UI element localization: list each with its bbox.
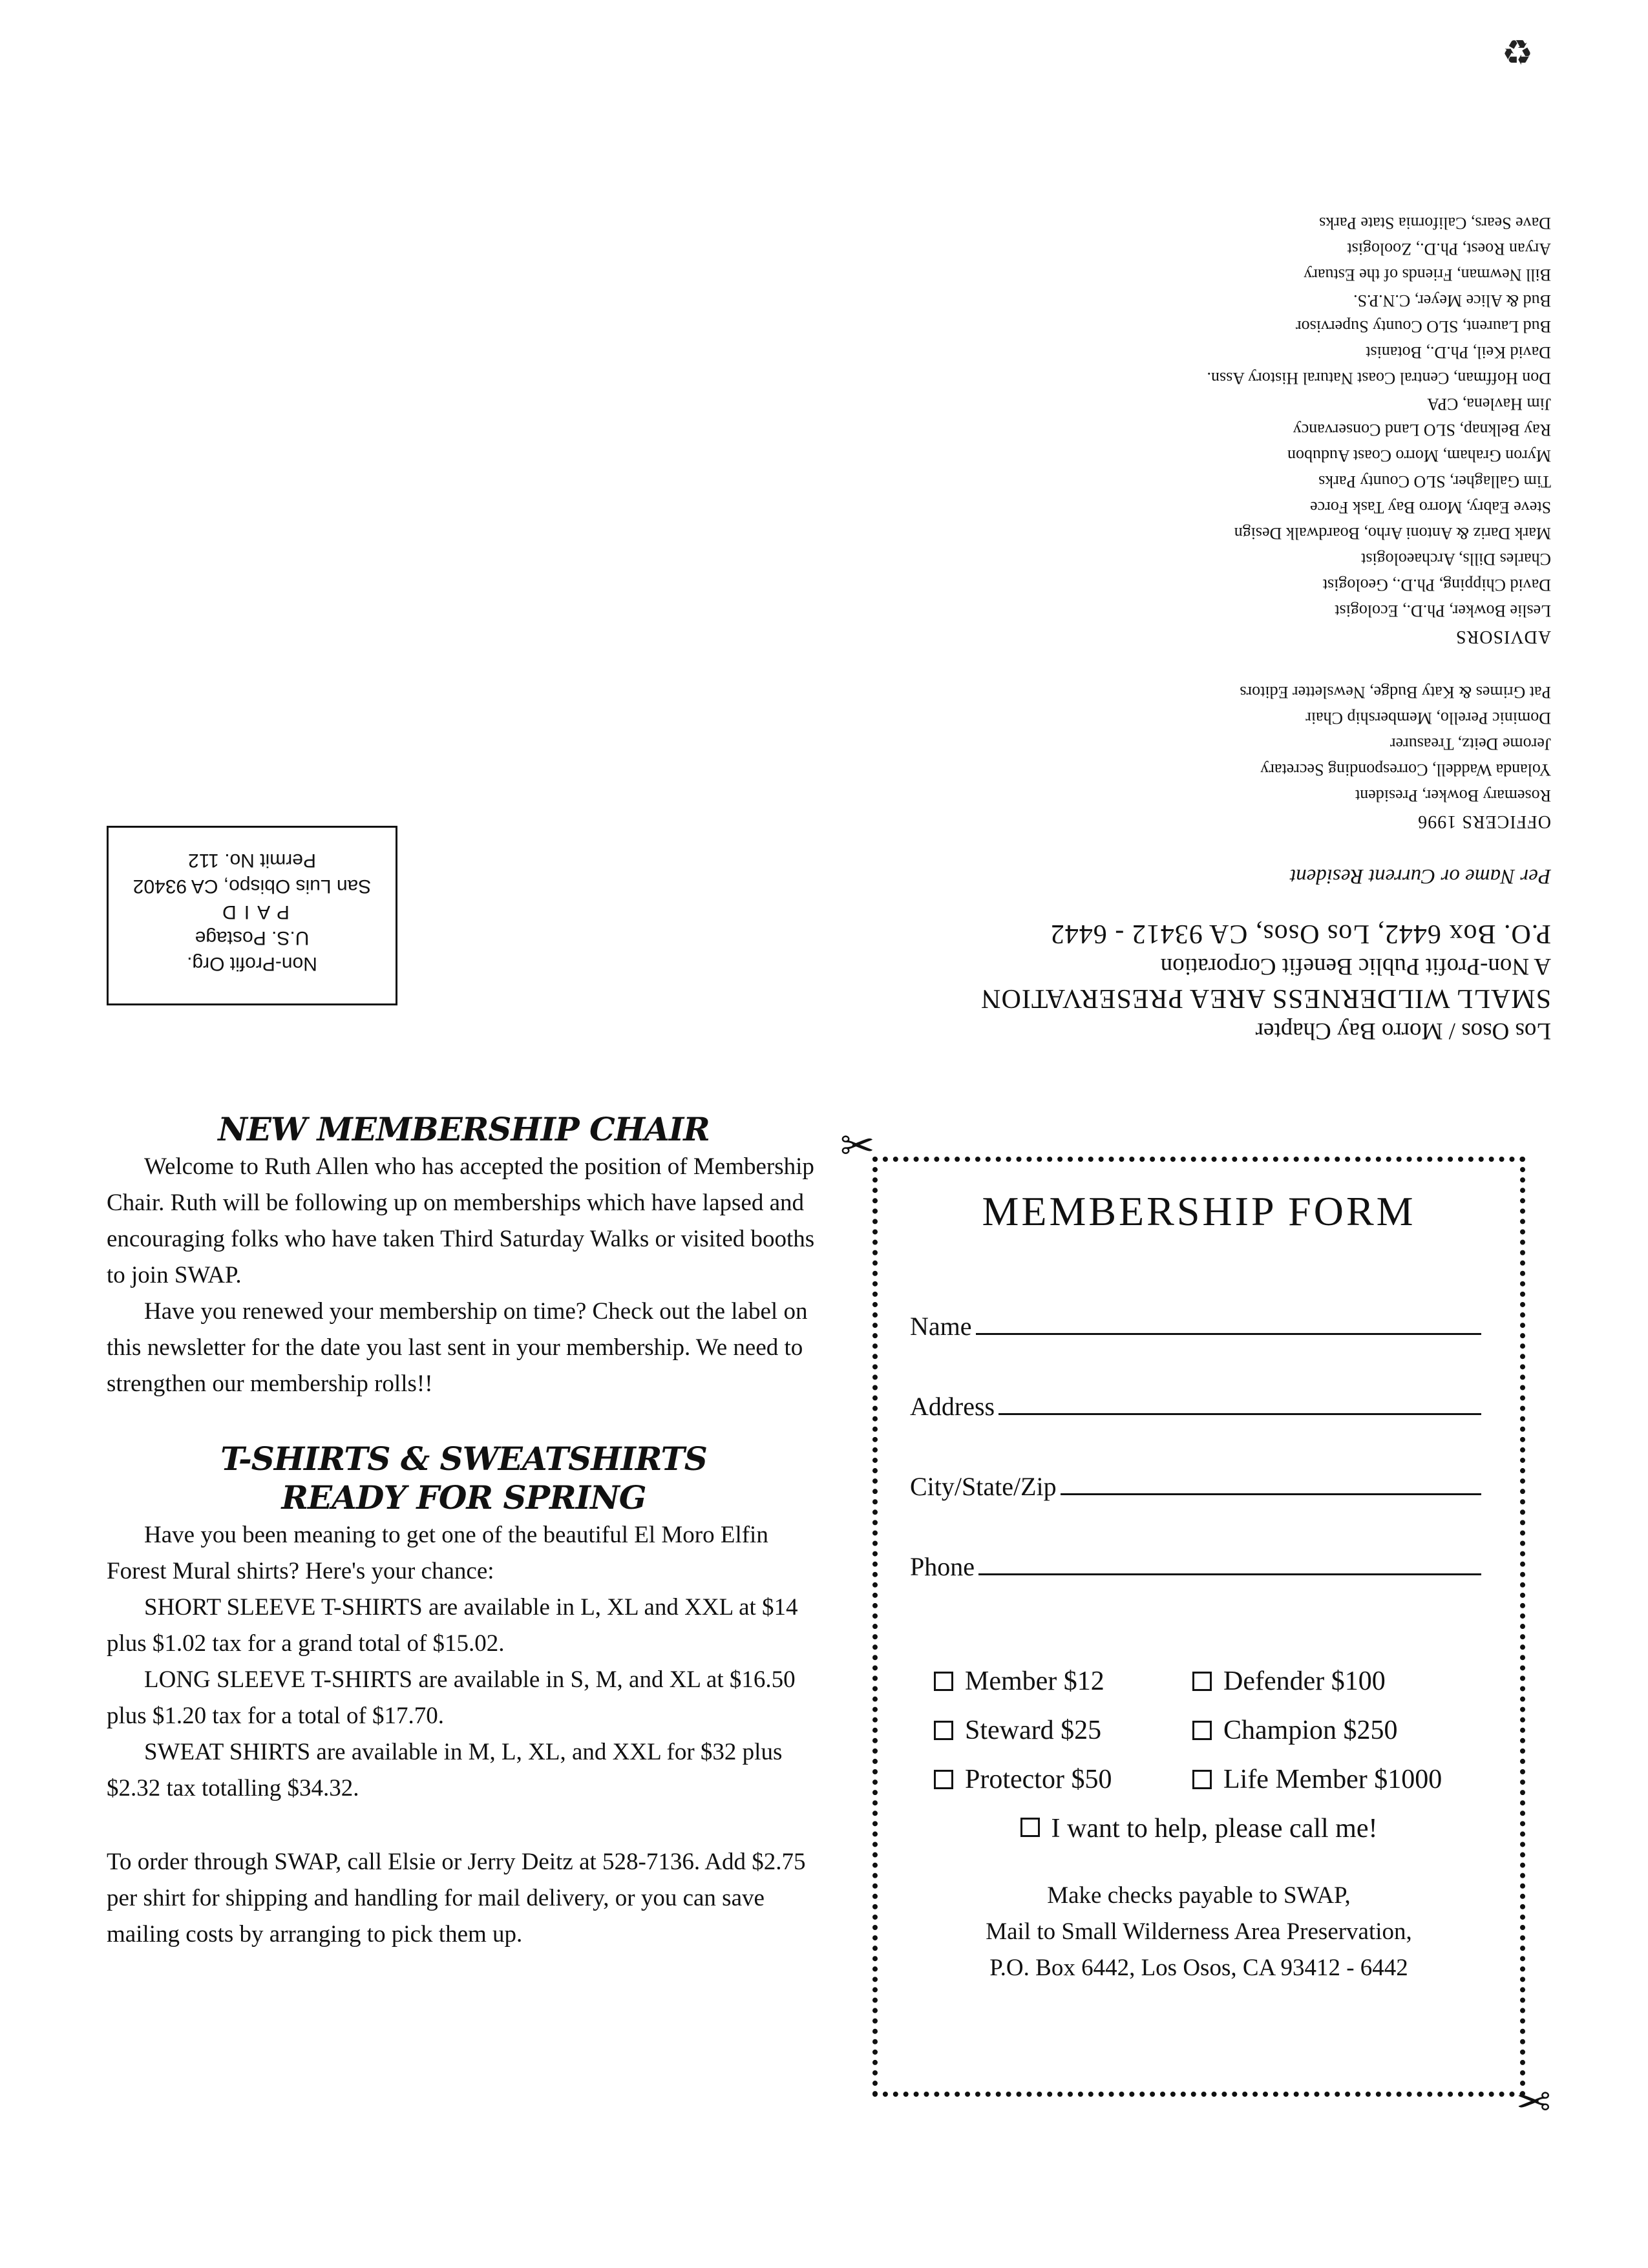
officers-list	[860, 679, 1551, 834]
return-org-type: A Non-Profit Public Benefit Corporation	[1160, 953, 1551, 980]
option-label: Member $12	[965, 1666, 1104, 1696]
field-label: City/State/Zip	[910, 1472, 1057, 1501]
checkbox-icon[interactable]	[1020, 1818, 1040, 1837]
option-protector[interactable]	[934, 1764, 1173, 1795]
permit-line: Permit No. 112	[188, 850, 316, 871]
advisor-line: Jim Havlena, CPA	[1427, 395, 1551, 414]
advisor-line: Mark Dariz & Antoni Arho, Boardwalk Design	[1234, 524, 1551, 543]
advisor-line: Charles Dills, Archaeologist	[1361, 550, 1551, 569]
officer-line: Rosemary Bowker, President	[1355, 786, 1551, 805]
permit-line: San Luis Obispo, CA 93402	[132, 876, 372, 897]
scissors-icon: ✂	[840, 1122, 875, 1170]
checkbox-icon[interactable]	[934, 1672, 953, 1691]
advisor-line: Aryan Roest, Ph.D., Zoologist	[1347, 240, 1551, 258]
return-org: SMALL WILDERNESS AREA PRESERVATION	[980, 983, 1551, 1013]
address-field[interactable]	[910, 1341, 1481, 1422]
advisor-line: Bud Laurent, SLO County Supervisor	[1295, 317, 1551, 336]
mailing-instructions	[878, 1878, 1520, 1986]
field-label: Name	[910, 1312, 972, 1341]
name-field[interactable]	[910, 1261, 1481, 1341]
address-blank[interactable]	[998, 1413, 1481, 1415]
option-help[interactable]	[878, 1813, 1520, 1844]
postage-permit-box	[107, 826, 397, 1005]
officer-line: Dominic Perello, Membership Chair	[1305, 709, 1551, 728]
permit-line: Non-Profit Org.	[187, 953, 317, 974]
name-blank[interactable]	[976, 1333, 1481, 1335]
advisor-line: Bill Newman, Friends of the Estuary	[1304, 266, 1551, 284]
help-label: I want to help, please call me!	[1051, 1814, 1378, 1843]
mail-line: Mail to Small Wilderness Area Preservation,	[986, 1918, 1412, 1945]
article-paragraph: Have you been meaning to get one of the beautiful El Moro Elfin Forest Mural shirts? Here's your chance:	[107, 1522, 768, 1584]
advisor-line: Bud & Alice Meyer, C.N.P.S.	[1353, 291, 1551, 310]
option-label: Steward $25	[965, 1716, 1102, 1745]
article-paragraph: SWEAT SHIRTS are available in M, L, XL, and XXL for $32 plus $2.32 tax totalling $34.32.	[107, 1739, 783, 1801]
advisor-line: David Keil, Ph.D., Botanist	[1366, 343, 1551, 362]
article-paragraph: To order through SWAP, call Elsie or Jerry Deitz at 528-7136. Add $2.75 per shirt for shipping and handling for mail delivery, or you can save mailing costs by arranging to pick them up.	[107, 1849, 806, 1948]
officer-line: Yolanda Waddell, Corresponding Secretary	[1260, 761, 1551, 779]
advisor-line: Don Hoffman, Central Coast Natural History Assn.	[1207, 369, 1551, 388]
option-member[interactable]	[934, 1666, 1173, 1697]
advisors-title: ADVISORS	[1455, 627, 1551, 647]
checkbox-icon[interactable]	[934, 1721, 953, 1740]
checkbox-icon[interactable]	[934, 1770, 953, 1789]
checkbox-icon[interactable]	[1192, 1672, 1212, 1691]
return-chapter: Los Osos / Morro Bay Chapter	[1255, 1018, 1551, 1044]
membership-options	[878, 1666, 1520, 1795]
phone-field[interactable]	[910, 1502, 1481, 1582]
advisor-line: Dave Sears, California State Parks	[1319, 214, 1551, 233]
officer-line: Pat Grimes & Katy Budge, Newsletter Editors	[1240, 683, 1551, 702]
field-label: Phone	[910, 1552, 975, 1581]
checkbox-icon[interactable]	[1192, 1721, 1212, 1740]
return-street: P.O. Box 6442, Los Osos, CA 93412 - 6442	[1050, 919, 1551, 949]
advisors-list	[860, 210, 1551, 649]
option-label: Protector $50	[965, 1765, 1112, 1794]
option-label: Life Member $1000	[1223, 1765, 1442, 1794]
shirts-heading-2: READY FOR SPRING	[281, 1478, 646, 1517]
city-state-zip-field[interactable]	[910, 1422, 1481, 1502]
article-paragraph: LONG SLEEVE T-SHIRTS are available in S, M, and XL at $16.50 plus $1.20 tax for a total of $17.70.	[107, 1666, 796, 1729]
advisor-line: Steve Eabry, Morro Bay Task Force	[1310, 498, 1551, 517]
membership-chair-heading: NEW MEMBERSHIP CHAIR	[218, 1110, 710, 1148]
advisor-line: Tim Gallagher, SLO County Parks	[1318, 472, 1551, 491]
article-paragraph: SHORT SLEEVE T-SHIRTS are available in L, XL and XXL at $14 plus $1.02 tax for a grand total of $15.02.	[107, 1594, 798, 1657]
mail-line: Make checks payable to SWAP,	[1047, 1882, 1351, 1909]
articles-column	[107, 1110, 821, 1953]
return-address	[860, 918, 1551, 1047]
membership-form	[872, 1157, 1525, 2097]
scissors-icon: ✂	[1516, 2079, 1551, 2126]
recipient-line: Per Name or Current Resident	[1290, 865, 1551, 888]
permit-paid: PAID	[215, 901, 290, 923]
phone-blank[interactable]	[978, 1573, 1481, 1575]
officer-line: Jerome Deitz, Treasurer	[1389, 735, 1551, 753]
option-life-member[interactable]	[1192, 1764, 1464, 1795]
advisor-line: Leslie Bowker, Ph.D., Ecologist	[1335, 602, 1551, 620]
shirts-heading: T-SHIRTS & SWEATSHIRTS	[220, 1440, 707, 1478]
permit-line: U.S. Postage	[195, 927, 310, 949]
option-defender[interactable]	[1192, 1666, 1464, 1697]
option-champion[interactable]	[1192, 1715, 1464, 1746]
officers-title: OFFICERS 1996	[1417, 812, 1551, 832]
mailing-panel	[860, 116, 1551, 1047]
advisor-line: Myron Graham, Morro Coast Audubon	[1287, 446, 1551, 465]
advisor-line: David Chipping, Ph.D., Geologist	[1322, 576, 1551, 594]
recycle-icon: ♻	[1501, 32, 1534, 73]
field-label: Address	[910, 1392, 995, 1421]
option-label: Defender $100	[1223, 1666, 1386, 1696]
option-label: Champion $250	[1223, 1716, 1398, 1745]
mail-line: P.O. Box 6442, Los Osos, CA 93412 - 6442	[989, 1955, 1408, 1981]
checkbox-icon[interactable]	[1192, 1770, 1212, 1789]
advisor-line: Ray Belknap, SLO Land Conservancy	[1293, 421, 1551, 439]
article-paragraph: Welcome to Ruth Allen who has accepted the position of Membership Chair. Ruth will be following up on memberships which have lapsed and encouraging folks who have taken Third Saturday Walks or visited booths to join SWAP.	[107, 1153, 815, 1288]
form-title: MEMBERSHIP FORM	[982, 1188, 1416, 1234]
option-steward[interactable]	[934, 1715, 1173, 1746]
article-paragraph: Have you renewed your membership on time? Check out the label on this newsletter for the date you last sent in your membership. We need to strengthen our membership rolls!!	[107, 1298, 808, 1397]
city-state-zip-blank[interactable]	[1061, 1493, 1481, 1495]
